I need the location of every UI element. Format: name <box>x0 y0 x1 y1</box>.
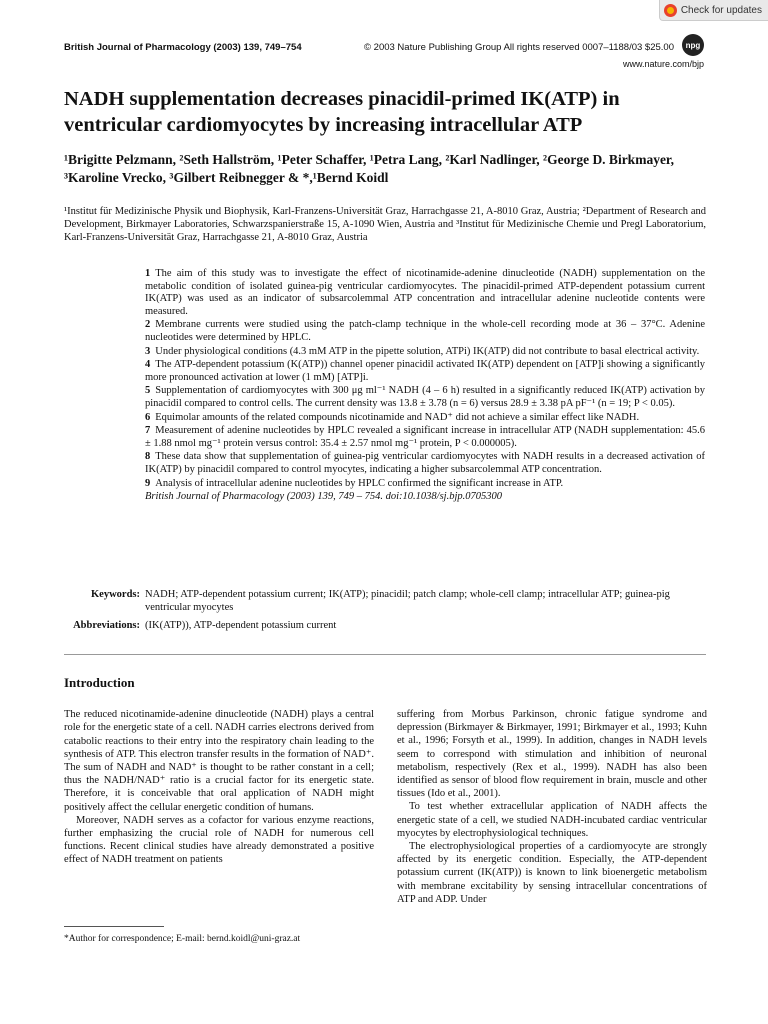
abstract-point <box>145 319 705 344</box>
intro-paragraph: To test whether extracellular application of NADH affects the energetic state of a cell, we studied NADH-incubated cardiac ventricular myocytes by electrophysiological techniques. <box>397 801 707 839</box>
point-number: 2 <box>145 319 151 331</box>
abstract-point <box>145 385 705 410</box>
abstract-point <box>145 412 705 425</box>
abstract-point <box>145 346 705 359</box>
point-number: 4 <box>145 359 151 371</box>
point-text: The aim of this study was to investigate the effect of nicotinamide-adenine dinucleotide (NADH) supplementation on the metabolic condition of isolated guinea-pig ventricular cardiomyocytes. The pinacidil-primed ATP-dependent potassium current IK(ATP) was used as an indicator of subsarcolemmal ATP concentration and intracellular adenine nucleotide contents were measured. <box>145 268 705 317</box>
left-column <box>64 676 374 867</box>
keywords <box>64 589 706 614</box>
point-number: 1 <box>145 268 151 279</box>
point-number: 9 <box>145 477 151 489</box>
point-text: Equimolar amounts of the related compounds nicotinamide and NAD⁺ did not achieve a similar effect like NADH. <box>155 411 640 423</box>
abstract-point <box>145 451 705 476</box>
citation-line <box>145 491 705 504</box>
abbreviations <box>64 620 706 633</box>
point-number: 7 <box>145 425 151 437</box>
author-list: ¹Brigitte Pelzmann, ²Seth Hallström, ¹Peter Schaffer, ¹Petra Lang, ²Karl Nadlinger, ²George D. Birkmayer, ³Karoline Vrecko, ³Gilbert Reibnegger & *,¹Bernd Koidl <box>64 152 675 185</box>
intro-paragraph: Moreover, NADH serves as a cofactor for various enzyme reactions, further emphasizing the crucial role of NADH for numerous cell functions. Recent clinical studies have already demonstrated a positive effect of NADH treatment on patients <box>64 814 374 866</box>
point-text: Supplementation of cardiomyocytes with 300 μg ml⁻¹ NADH (4 – 6 h) resulted in a significantly reduced IK(ATP) activation by pinacidil compared to control cells. The current density was 13.8 ± 3.78 (n = 6) versus 28.9 ± 3.38 pA pF⁻¹ (n = 19; P < 0.05). <box>145 385 705 409</box>
section-divider <box>64 654 706 655</box>
point-text: Membrane currents were studied using the patch-clamp technique in the whole-cell recording mode at 36 – 37°C. Adenine nucleotides were determined by HPLC. <box>145 319 705 343</box>
citation-text: British Journal of Pharmacology (2003) 139, 749 – 754. doi:10.1038/sj.bjp.0705300 <box>145 491 502 503</box>
npg-logo-icon: npg <box>682 34 704 56</box>
journal-reference: British Journal of Pharmacology (2003) 139, 749–754 <box>64 42 302 53</box>
journal-url: www.nature.com/bjp <box>622 59 704 69</box>
point-number: 6 <box>145 411 151 423</box>
correspondence-footnote: *Author for correspondence; E-mail: bernd.koidl@uni-graz.at <box>64 934 301 944</box>
point-number: 3 <box>145 345 151 357</box>
check-for-updates-label: Check for updates <box>680 4 762 16</box>
point-text: Analysis of intracellular adenine nucleotides by HPLC confirmed the significant increase in ATP. <box>155 477 564 489</box>
point-text: Under physiological conditions (4.3 mM ATP in the pipette solution, ATPi) IK(ATP) did not contribute to basal electrical activity. <box>155 345 700 357</box>
point-number: 5 <box>145 385 151 397</box>
introduction-heading: Introduction <box>64 675 135 690</box>
abstract-point <box>145 478 705 491</box>
abstract-point <box>145 268 705 318</box>
crossmark-icon <box>664 4 677 17</box>
article-title: NADH supplementation decreases pinacidil-primed IK(ATP) in ventricular cardiomyocytes by increasing intracellular ATP <box>64 88 620 136</box>
abstract-point <box>145 359 705 384</box>
abstract <box>145 268 705 504</box>
abstract-point <box>145 425 705 450</box>
check-for-updates-button[interactable] <box>659 0 768 21</box>
keywords-label: Keywords: <box>91 589 140 600</box>
abbreviations-text: (IK(ATP)), ATP-dependent potassium current <box>145 620 337 631</box>
keywords-text: NADH; ATP-dependent potassium current; IK(ATP); pinacidil; patch clamp; whole-cell clamp; intracellular ATP; guinea-pig ventricular myocytes <box>145 589 670 613</box>
point-number: 8 <box>145 451 151 463</box>
point-text: Measurement of adenine nucleotides by HPLC revealed a significant increase in intracellular ATP (NADH supplementation: 45.6 ± 1.88 nmol mg⁻¹ protein versus control: 35.4 ± 2.57 nmol mg⁻¹ protein, P < 0.000005). <box>145 425 705 449</box>
intro-paragraph: The electrophysiological properties of a cardiomyocyte are strongly affected by its energetic condition. Especially, the ATP-dependent potassium current (IK(ATP)) is known to link bioenergetic metabolism with membrane excitability by sensing intracellular concentrations of ATP and ADP. Under <box>397 841 707 905</box>
affiliations: ¹Institut für Medizinische Physik und Biophysik, Karl-Franzens-Universität Graz, Harrachgasse 21, A-8010 Graz, Austria; ²Department of Research and Development, Birkmayer Laboratories, Schwarzspanierstraße 15, A-1090 Wien, Austria and ³Institut für Medizinische Chemie und Pregl Laboratorium, Karl-Franzens-Universität Graz, Harrachgasse 21, A-8010 Graz, Austria <box>64 206 706 243</box>
point-text: The ATP-dependent potassium (K(ATP)) channel opener pinacidil activated IK(ATP) dependent on [ATP]i showing a significantly more pronounced activation at lower (1 mM) [ATP]i. <box>145 359 705 383</box>
footnote-divider <box>64 926 164 927</box>
abbreviations-label: Abbreviations: <box>73 620 140 631</box>
intro-paragraph: The reduced nicotinamide-adenine dinucleotide (NADH) plays a central role for the energetic state of a cell. NADH carries electrons derived from catabolic reactions to their entry into the respiratory chain leading to the synthesis of ATP. This electron transfer results in the formation of NAD⁺. The sum of NADH and NAD⁺ is thought to be rather constant in a cell; thus the NADH/NAD⁺ ratio is a crucial factor for its energetic state. Therefore, it is conceivable that oral application of NADH might positively affect the cellular energetic condition of humans. <box>64 709 374 813</box>
point-text: These data show that supplementation of guinea-pig ventricular cardiomyocytes with NADH results in a decreased activation of IK(ATP) by pinacidil compared to control myocytes, indicating a higher subsarcolemmal ATP concentration. <box>145 451 705 475</box>
intro-paragraph: suffering from Morbus Parkinson, chronic fatigue syndrome and depression (Birkmayer & Birkmayer, 1991; Birkmayer et al., 1993; Kuhn et al., 1996; Forsyth et al., 1999). In addition, changes in NADH levels seem to correspond with stimulation and inhibition of neuronal metabolism, respectively (Rex et al., 1999). NADH has also been identified as sensor of blood flow requirement in brain, muscle and other tissues (Ido et al., 2001). <box>397 709 707 800</box>
copyright-line: © 2003 Nature Publishing Group All rights reserved 0007–1188/03 $25.00 <box>364 42 674 53</box>
right-column <box>397 708 707 906</box>
